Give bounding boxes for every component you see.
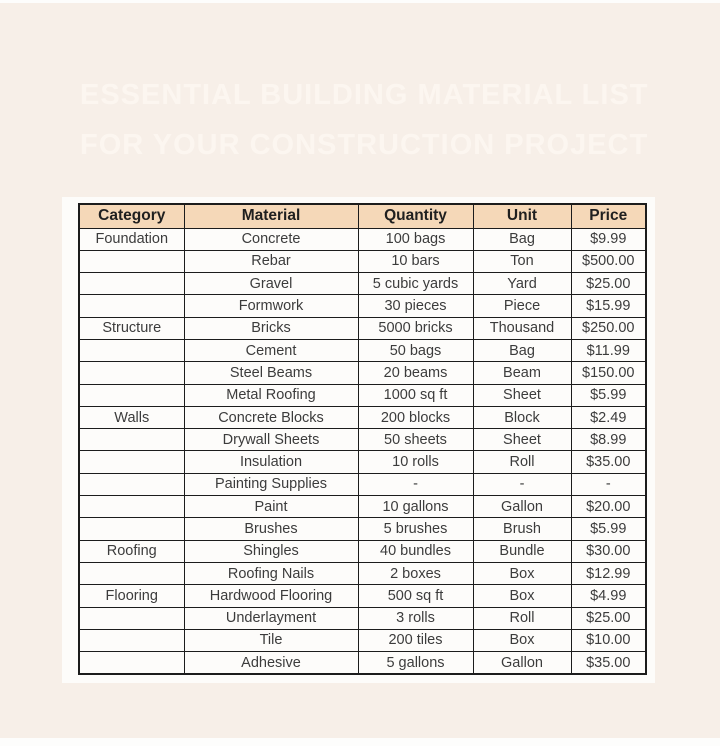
category-cell — [79, 496, 184, 518]
table-row — [79, 317, 646, 339]
unit-cell: Sheet — [473, 429, 571, 451]
quantity-cell: 200 tiles — [358, 629, 473, 651]
quantity-cell: 40 bundles — [358, 540, 473, 562]
quantity-cell: 50 sheets — [358, 429, 473, 451]
category-cell: Roofing — [79, 540, 184, 562]
material-cell: Concrete — [184, 228, 358, 250]
category-cell: Flooring — [79, 585, 184, 607]
materials-table — [78, 203, 647, 675]
unit-cell: Bundle — [473, 540, 571, 562]
price-cell: $35.00 — [571, 652, 646, 674]
category-cell — [79, 429, 184, 451]
quantity-cell: 20 beams — [358, 362, 473, 384]
category-cell — [79, 384, 184, 406]
category-cell — [79, 607, 184, 629]
table-row — [79, 451, 646, 473]
unit-cell: Thousand — [473, 317, 571, 339]
table-row — [79, 518, 646, 540]
quantity-cell: 5 brushes — [358, 518, 473, 540]
page-title — [80, 70, 660, 170]
price-cell: $150.00 — [571, 362, 646, 384]
table-row — [79, 250, 646, 272]
price-cell: - — [571, 473, 646, 495]
price-cell: $20.00 — [571, 496, 646, 518]
unit-cell: Box — [473, 562, 571, 584]
category-cell — [79, 250, 184, 272]
quantity-cell: 100 bags — [358, 228, 473, 250]
quantity-cell: 10 gallons — [358, 496, 473, 518]
table-row — [79, 228, 646, 250]
price-cell: $11.99 — [571, 339, 646, 361]
unit-cell: Gallon — [473, 496, 571, 518]
category-cell — [79, 473, 184, 495]
unit-cell: Piece — [473, 295, 571, 317]
quantity-cell: 500 sq ft — [358, 585, 473, 607]
material-cell: Tile — [184, 629, 358, 651]
material-cell: Brushes — [184, 518, 358, 540]
material-cell: Concrete Blocks — [184, 406, 358, 428]
price-cell: $500.00 — [571, 250, 646, 272]
page-title-line-1: ESSENTIAL BUILDING MATERIAL LIST — [80, 79, 649, 111]
table-row — [79, 429, 646, 451]
category-cell: Walls — [79, 406, 184, 428]
table-row — [79, 607, 646, 629]
top-white-strip — [0, 0, 720, 3]
material-cell: Shingles — [184, 540, 358, 562]
table-row — [79, 652, 646, 674]
unit-cell: Box — [473, 629, 571, 651]
price-cell: $4.99 — [571, 585, 646, 607]
unit-cell: Ton — [473, 250, 571, 272]
category-cell: Foundation — [79, 228, 184, 250]
price-cell: $5.99 — [571, 518, 646, 540]
quantity-cell: 200 blocks — [358, 406, 473, 428]
table-row — [79, 473, 646, 495]
price-cell: $15.99 — [571, 295, 646, 317]
quantity-cell: 10 rolls — [358, 451, 473, 473]
price-cell: $25.00 — [571, 273, 646, 295]
price-cell: $9.99 — [571, 228, 646, 250]
material-cell: Painting Supplies — [184, 473, 358, 495]
category-cell — [79, 451, 184, 473]
category-cell — [79, 652, 184, 674]
price-cell: $5.99 — [571, 384, 646, 406]
price-cell: $10.00 — [571, 629, 646, 651]
column-header-material: Material — [184, 204, 358, 228]
material-cell: Steel Beams — [184, 362, 358, 384]
page-title-line-2: FOR YOUR CONSTRUCTION PROJECT — [80, 129, 649, 161]
price-cell: $25.00 — [571, 607, 646, 629]
table-row — [79, 339, 646, 361]
table-row — [79, 629, 646, 651]
unit-cell: Gallon — [473, 652, 571, 674]
material-cell: Roofing Nails — [184, 562, 358, 584]
table-header-row — [79, 204, 646, 228]
material-cell: Gravel — [184, 273, 358, 295]
price-cell: $35.00 — [571, 451, 646, 473]
price-cell: $30.00 — [571, 540, 646, 562]
table-row — [79, 362, 646, 384]
quantity-cell: 30 pieces — [358, 295, 473, 317]
category-cell — [79, 629, 184, 651]
material-cell: Rebar — [184, 250, 358, 272]
table-row — [79, 406, 646, 428]
quantity-cell: 2 boxes — [358, 562, 473, 584]
unit-cell: Brush — [473, 518, 571, 540]
quantity-cell: 3 rolls — [358, 607, 473, 629]
quantity-cell: - — [358, 473, 473, 495]
material-cell: Drywall Sheets — [184, 429, 358, 451]
table-row — [79, 295, 646, 317]
material-cell: Cement — [184, 339, 358, 361]
category-cell — [79, 295, 184, 317]
category-cell — [79, 273, 184, 295]
unit-cell: Roll — [473, 607, 571, 629]
category-cell — [79, 518, 184, 540]
bottom-white-strip — [0, 738, 720, 746]
unit-cell: - — [473, 473, 571, 495]
unit-cell: Yard — [473, 273, 571, 295]
category-cell — [79, 339, 184, 361]
material-cell: Formwork — [184, 295, 358, 317]
category-cell — [79, 362, 184, 384]
materials-table-panel — [62, 197, 655, 683]
quantity-cell: 1000 sq ft — [358, 384, 473, 406]
material-cell: Metal Roofing — [184, 384, 358, 406]
price-cell: $8.99 — [571, 429, 646, 451]
material-cell: Bricks — [184, 317, 358, 339]
table-row — [79, 496, 646, 518]
material-cell: Underlayment — [184, 607, 358, 629]
unit-cell: Sheet — [473, 384, 571, 406]
column-header-quantity: Quantity — [358, 204, 473, 228]
column-header-price: Price — [571, 204, 646, 228]
column-header-category: Category — [79, 204, 184, 228]
material-cell: Hardwood Flooring — [184, 585, 358, 607]
price-cell: $12.99 — [571, 562, 646, 584]
table-row — [79, 540, 646, 562]
material-cell: Adhesive — [184, 652, 358, 674]
price-cell: $2.49 — [571, 406, 646, 428]
quantity-cell: 50 bags — [358, 339, 473, 361]
unit-cell: Box — [473, 585, 571, 607]
column-header-unit: Unit — [473, 204, 571, 228]
quantity-cell: 5 gallons — [358, 652, 473, 674]
material-cell: Paint — [184, 496, 358, 518]
quantity-cell: 5 cubic yards — [358, 273, 473, 295]
table-row — [79, 585, 646, 607]
table-row — [79, 384, 646, 406]
material-cell: Insulation — [184, 451, 358, 473]
unit-cell: Beam — [473, 362, 571, 384]
unit-cell: Bag — [473, 228, 571, 250]
table-row — [79, 562, 646, 584]
quantity-cell: 5000 bricks — [358, 317, 473, 339]
unit-cell: Bag — [473, 339, 571, 361]
price-cell: $250.00 — [571, 317, 646, 339]
category-cell — [79, 562, 184, 584]
table-row — [79, 273, 646, 295]
unit-cell: Block — [473, 406, 571, 428]
quantity-cell: 10 bars — [358, 250, 473, 272]
unit-cell: Roll — [473, 451, 571, 473]
category-cell: Structure — [79, 317, 184, 339]
